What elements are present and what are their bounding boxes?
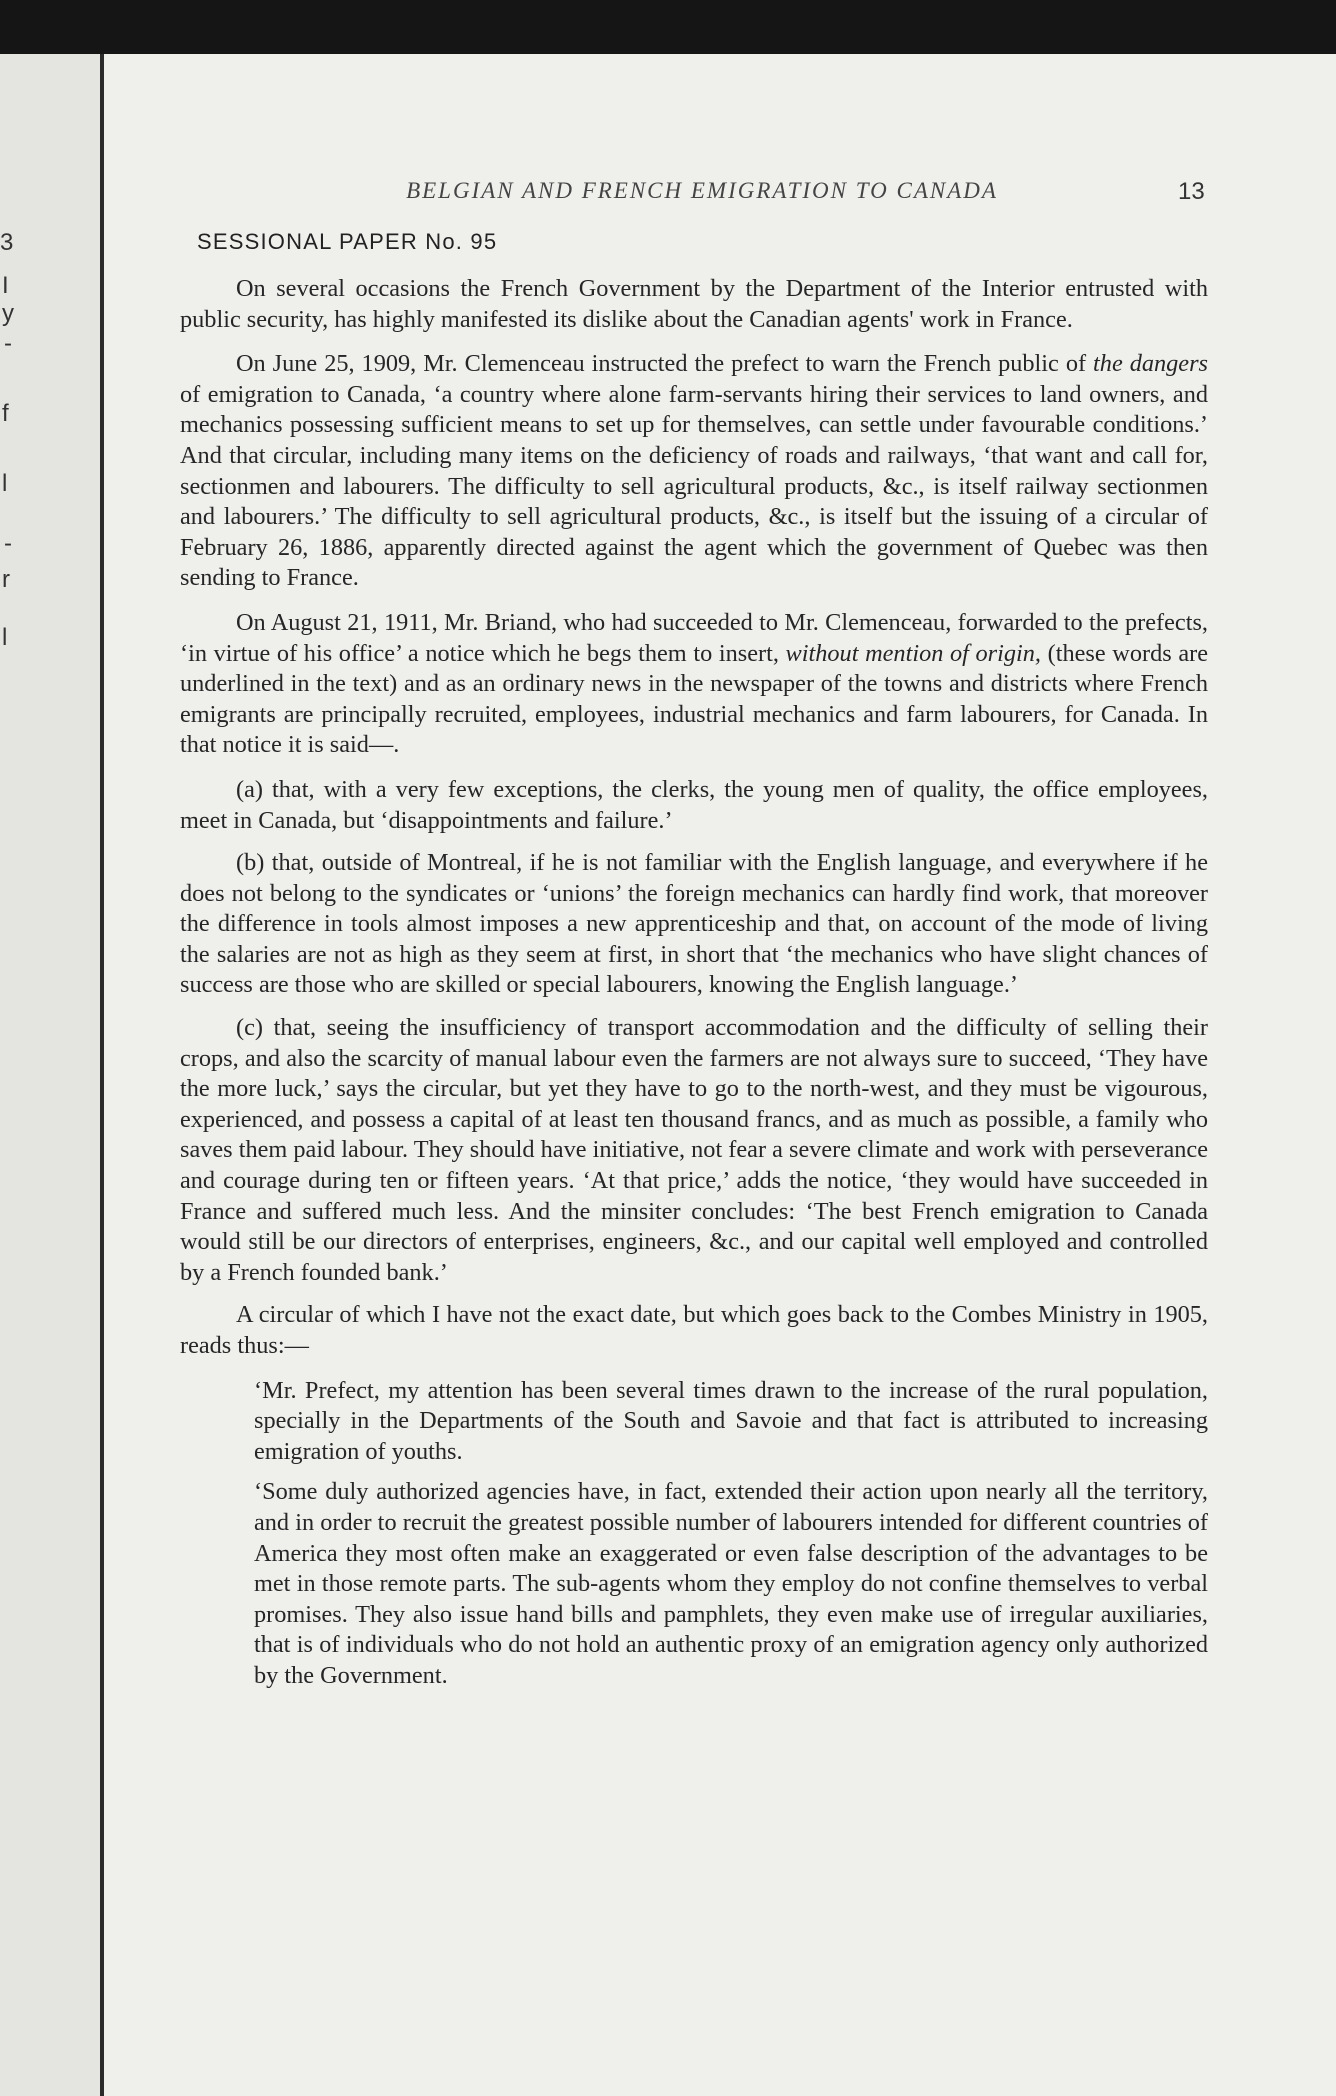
margin-fragment: y [2, 300, 14, 327]
quoted-paragraph: ‘Mr. Prefect, my attention has been several times drawn to the increase of the rural population, specially in the Departments of the South and Savoie and that fact is attributed to increasing emigration of youths. [254, 1376, 1208, 1465]
margin-fragment: - [4, 530, 12, 557]
page-number: 13 [1178, 178, 1205, 205]
margin-fragment: 3 [0, 229, 14, 256]
margin-fragment: f [2, 400, 9, 427]
paragraph: On several occasions the French Government by the Department of the Interior entrusted with public security, has highly manifested its dislike about the Canadian agents' work in France. [180, 275, 1208, 333]
paragraph [180, 349, 1208, 594]
margin-fragment: r [2, 566, 10, 593]
margin-fragment: - [4, 330, 12, 357]
margin-fragment: I [2, 272, 9, 299]
paragraph-text: On August 21, 1911, Mr. Briand, who had succeeded to Mr. Clemenceau, forwarded to the prefects, ‘in virtue of his office’ a notice which he begs them to insert, [180, 608, 1208, 667]
paragraph [180, 608, 1208, 761]
margin-fragment: l [2, 624, 8, 651]
paragraph-text: On June 25, 1909, Mr. Clemenceau instructed the prefect to warn the French public of [236, 350, 1094, 378]
list-item-b: (b) that, outside of Montreal, if he is not familiar with the English language, and everywhere if he does not belong to the syndicates or ‘unions’ the foreign mechanics can hardly find work, that moreover the difference in tools almost imposes a new apprenticeship and that, on account of the mode of living the salaries are not as high as they seem at first, in short that ‘the mechanics who have slight chances of success are those who are skilled or special labourers, knowing the English language.’ [180, 849, 1208, 999]
list-item-a: (a) that, with a very few exceptions, the clerks, the young men of quality, the office employees, meet in Canada, but ‘disappointments and failure.’ [180, 775, 1208, 834]
margin-fragment: l [2, 470, 8, 497]
body-text [180, 274, 1208, 1702]
emphasis: the dangers [1093, 350, 1209, 378]
paragraph-text: of emigration to Canada, ‘a country where alone farm-servants hiring their services to land owners, and mechanics possessing sufficient means to set up for themselves, can settle under favourable conditions.’ And that circular, including many items on the deficiency of roads and railways, ‘that want and call for, sectionmen and labourers. The difficulty to sell agricultural products, &c., is itself railway sectionmen and labourers.’ The difficulty to sell agricultural products, &c., is itself but the issuing of a circular of February 26, 1886, apparently directed against the agent which the government of Quebec was then sending to France. [180, 380, 1208, 592]
paragraph: A circular of which I have not the exact date, but which goes back to the Combes Ministry in 1905, reads thus:— [180, 1301, 1208, 1359]
emphasis: without mention of origin, [785, 639, 1042, 667]
previous-page-edge [0, 54, 100, 2096]
quoted-paragraph: ‘Some duly authorized agencies have, in fact, extended their action upon nearly all the territory, and in order to recruit the greatest possible number of labourers intended for different countries of America they most often make an exaggerated or even false description of the advantages to be met in those remote parts. The sub-agents whom they employ do not confine themselves to verbal promises. They also issue hand bills and pamphlets, they even make use of irregular auxiliaries, that is of individuals who do not hold an authentic proxy of an emigration agency only authorized by the Government. [254, 1478, 1208, 1689]
list-item-c: (c) that, seeing the insufficiency of transport accommodation and the difficulty of selling their crops, and also the scarcity of manual labour even the farmers are not always sure to succeed, ‘They have the more luck,’ says the circular, but yet they have to go to the north-west, and they must be vigourous, experienced, and possess a capital of at least ten thousand francs, and as much as possible, a family who saves them paid labour. They should have initiative, not fear a severe climate and work with perseverance and courage during ten or fifteen years. ‘At that price,’ adds the notice, ‘they would have succeeded in France and suffered much less. And the minsiter concludes: ‘The best French emigration to Canada would still be our directors of enterprises, engineers, &c., and our capital well employed and controlled by a French founded bank.’ [180, 1014, 1208, 1286]
scan-top-border [0, 0, 1336, 54]
running-head: BELGIAN AND FRENCH EMIGRATION TO CANADA [406, 178, 998, 203]
paragraph-text: (these words are underlined in the text) and as an ordinary news in the newspaper of the towns and districts where French emigrants are principally recruited, employees, industrial mechanics and farm labourers, for Canada. In that notice it is said—. [180, 639, 1208, 759]
sessional-paper-label: SESSIONAL PAPER No. 95 [197, 229, 498, 254]
